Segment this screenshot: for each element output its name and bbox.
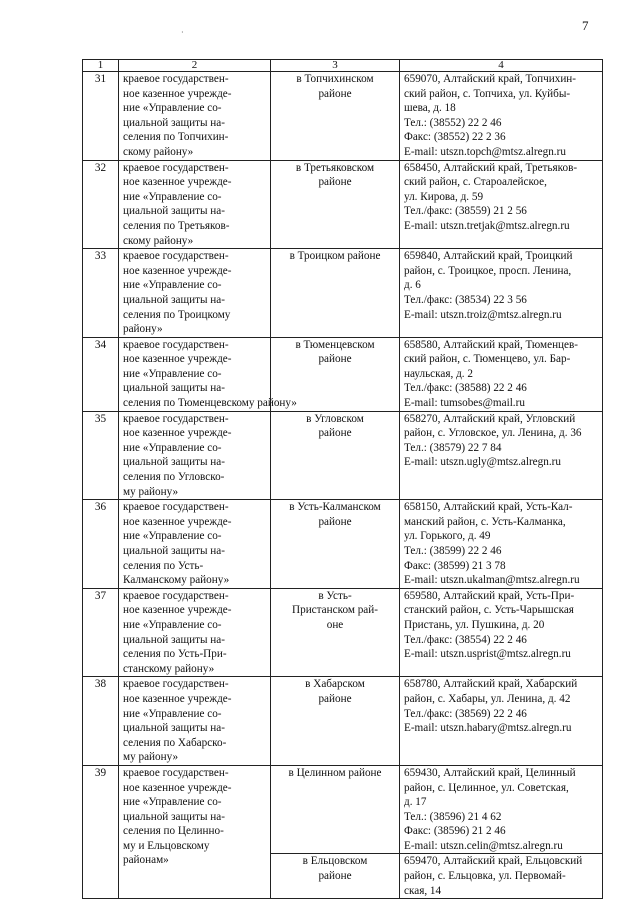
institution-name-line: району»	[123, 323, 163, 336]
district-name-line: в Топчихинском	[296, 73, 374, 85]
row-number: 38	[83, 677, 119, 766]
contact-info-line: ская, 14	[404, 884, 442, 897]
contact-info-line: Тел./факс: (38554) 22 2 46	[404, 633, 527, 646]
institution-name-line: селения по Тюменцевскому району»	[123, 397, 297, 410]
contact-info-line: Тел./факс: (38559) 21 2 56	[404, 205, 527, 218]
institution-name-line: ное казенное учрежде-	[123, 87, 232, 100]
district-name	[271, 588, 400, 677]
institution-name-line: ние «Управление со-	[123, 367, 222, 380]
institution-name-line: ние «Управление со-	[123, 707, 222, 720]
institution-name-line: скому району»	[123, 145, 194, 158]
institution-name-line: ное казенное учрежде-	[123, 264, 232, 277]
institution-name-line: циальной защиты на-	[123, 293, 225, 306]
institution-name-line: краевое государствен-	[123, 250, 229, 263]
contact-info-line: Пристань, ул. Пушкина, д. 20	[404, 618, 545, 631]
contact-info-line: 659070, Алтайский край, Топчихин-	[404, 73, 577, 85]
district-name-line: в Усть-	[318, 589, 352, 602]
table-row	[83, 411, 603, 500]
institution-name-line: селения по Топчихин-	[123, 131, 229, 144]
row-number: 32	[83, 160, 119, 249]
district-name-line: в Целинном районе	[288, 766, 382, 779]
district-name-line: районе	[318, 427, 352, 440]
contact-info	[400, 500, 603, 589]
institution-name-line: селения по Усть-	[123, 559, 204, 572]
contact-info-line: район, с. Целинное, ул. Советская,	[404, 781, 569, 794]
contact-info-line: Тел.: (38579) 22 7 84	[404, 441, 502, 454]
contact-info	[400, 765, 603, 854]
table-row	[83, 677, 603, 766]
district-name-line: районе	[318, 515, 352, 528]
district-name-line: в Угловском	[306, 412, 364, 425]
contact-info-line: наульская, д. 2	[404, 367, 473, 380]
contact-info-line: E-mail: utszn.ukalman@mtsz.alregn.ru	[404, 574, 580, 587]
row-number: 34	[83, 337, 119, 411]
contact-info	[400, 588, 603, 677]
institution-name	[119, 411, 271, 500]
contact-info-line: д. 6	[404, 279, 421, 292]
institution-name-line: циальной защиты на-	[123, 456, 225, 469]
institution-name-line: ние «Управление со-	[123, 190, 222, 203]
table-row	[83, 500, 603, 589]
contact-info-line: д. 17	[404, 796, 427, 809]
row-number: 37	[83, 588, 119, 677]
institution-name-line: му району»	[123, 751, 179, 764]
district-name	[271, 765, 400, 854]
institution-name-line: районам»	[123, 854, 169, 867]
table-row	[83, 588, 603, 677]
contact-info-line: E-mail: utszn.ugly@mtsz.alregn.ru	[404, 456, 561, 469]
institution-name-line: ние «Управление со-	[123, 441, 222, 454]
contact-info-line: 659470, Алтайский край, Ельцовский	[404, 855, 583, 868]
district-name	[271, 677, 400, 766]
contact-info-line: E-mail: utszn.habary@mtsz.alregn.ru	[404, 722, 572, 735]
district-name-line: районе	[318, 870, 352, 883]
column-header: 2	[119, 60, 271, 72]
row-number: 31	[83, 72, 119, 161]
contact-info-line: район, с. Угловское, ул. Ленина, д. 36	[404, 427, 582, 440]
institution-name-line: ное казенное учрежде-	[123, 692, 232, 705]
contact-info-line: 658150, Алтайский край, Усть-Кал-	[404, 501, 573, 514]
institution-name-line: ное казенное учрежде-	[123, 353, 232, 366]
contact-info-line: ский район, с. Тюменцево, ул. Бар-	[404, 353, 571, 366]
institution-name-line: краевое государствен-	[123, 589, 229, 602]
scan-mark: ·	[181, 28, 184, 37]
contact-info-line: E-mail: utszn.topch@mtsz.alregn.ru	[404, 145, 566, 158]
institution-name-line: циальной защиты на-	[123, 116, 225, 129]
contact-info-line: ский район, с. Топчиха, ул. Куйбы-	[404, 87, 571, 100]
district-name	[271, 249, 400, 338]
district-name-line: в Ельцовском	[302, 855, 368, 868]
institution-name-line: селения по Целинно-	[123, 825, 224, 838]
contact-info	[400, 160, 603, 249]
district-name	[271, 411, 400, 500]
contact-info-line: ул. Горького, д. 49	[404, 530, 491, 543]
table-header-row	[83, 60, 603, 72]
district-name-line: в Третьяковском	[295, 161, 375, 174]
table-row	[83, 765, 603, 854]
contact-info-line: 658450, Алтайский край, Третьяков-	[404, 161, 578, 174]
institution-name-line: ное казенное учрежде-	[123, 515, 232, 528]
contact-info	[400, 411, 603, 500]
district-name-line: оне	[326, 618, 344, 631]
column-header: 4	[400, 60, 603, 72]
page-number: 7	[582, 18, 589, 33]
contact-info-line: Тел./факс: (38534) 22 3 56	[404, 293, 527, 306]
institution-name	[119, 337, 297, 411]
contact-info-line: шева, д. 18	[404, 102, 456, 115]
district-name-line: районе	[318, 353, 352, 366]
institution-name-line: краевое государствен-	[123, 73, 229, 85]
institution-name-line: ное казенное учрежде-	[123, 781, 232, 794]
contact-info	[400, 854, 603, 899]
institution-name-line: краевое государствен-	[123, 161, 229, 174]
contact-info-line: район, с. Хабары, ул. Ленина, д. 42	[404, 692, 571, 705]
contact-info-line: Факс: (38596) 21 2 46	[404, 825, 506, 838]
institution-name-line: му району»	[123, 485, 179, 498]
institution-name-line: краевое государствен-	[123, 338, 229, 351]
institution-name-line: краевое государствен-	[123, 766, 229, 779]
institution-name-line: краевое государствен-	[123, 501, 229, 514]
institution-name-line: Калманскому району»	[123, 574, 230, 587]
table-row	[83, 249, 603, 338]
institutions-table	[82, 59, 603, 899]
institution-name	[119, 500, 271, 589]
institution-name-line: скому району»	[123, 234, 194, 247]
district-name	[271, 500, 400, 589]
institution-name-line: циальной защиты на-	[123, 633, 225, 646]
institution-name	[119, 249, 271, 338]
row-number: 36	[83, 500, 119, 589]
contact-info-line: станский район, с. Усть-Чарышская	[404, 604, 574, 617]
institution-name-line: селения по Усть-При-	[123, 648, 227, 661]
institution-name	[119, 72, 271, 161]
district-name-line: в Усть-Калманском	[289, 501, 381, 514]
institution-name-line: циальной защиты на-	[123, 382, 225, 395]
contact-info-line: Факс: (38552) 22 2 36	[404, 131, 506, 144]
contact-info-line: Тел.: (38599) 22 2 46	[404, 545, 502, 557]
row-number: 35	[83, 411, 119, 500]
district-name-line: районе	[318, 87, 352, 100]
contact-info-line: 659430, Алтайский край, Целинный	[404, 766, 576, 779]
table-row	[83, 72, 603, 161]
contact-info-line: Тел./факс: (38569) 22 2 46	[404, 707, 527, 720]
district-name	[271, 72, 400, 161]
contact-info	[400, 72, 603, 161]
contact-info-line: район, с. Ельцовка, ул. Первомай-	[404, 870, 566, 883]
institution-name-line: ное казенное учрежде-	[123, 427, 232, 440]
contact-info	[400, 677, 603, 766]
column-header: 3	[271, 60, 400, 72]
district-name-line: районе	[318, 692, 352, 705]
institution-name-line: ное казенное учрежде-	[123, 176, 232, 189]
institution-name-line: ние «Управление со-	[123, 796, 222, 809]
contact-info-line: E-mail: tumsobes@mail.ru	[404, 397, 525, 410]
institution-name	[119, 765, 271, 898]
district-name-line: Пристанском рай-	[292, 604, 378, 617]
contact-info-line: 659580, Алтайский край, Усть-При-	[404, 589, 575, 602]
contact-info-line: Тел./факс: (38588) 22 2 46	[404, 382, 527, 395]
contact-info-line: 658780, Алтайский край, Хабарский	[404, 678, 578, 691]
institution-name-line: селения по Троицкому	[123, 308, 231, 321]
contact-info-line: 659840, Алтайский край, Троицкий	[404, 250, 573, 263]
institution-name-line: краевое государствен-	[123, 412, 229, 425]
row-number: 33	[83, 249, 119, 338]
district-name-line: в Тюменцевском	[295, 338, 375, 351]
column-header: 1	[83, 60, 119, 72]
district-name	[271, 854, 400, 899]
contact-info-line: район, с. Троицкое, просп. Ленина,	[404, 264, 572, 277]
contact-info-line: манский район, с. Усть-Калманка,	[404, 515, 566, 528]
contact-info-line: E-mail: utszn.usprist@mtsz.alregn.ru	[404, 648, 571, 661]
district-name-line: районе	[318, 176, 352, 189]
institution-name-line: циальной защиты на-	[123, 205, 225, 218]
institution-name-line: му и Ельцовскому	[123, 839, 210, 852]
institution-name-line: ние «Управление со-	[123, 530, 222, 543]
contact-info-line: ул. Кирова, д. 59	[404, 190, 484, 203]
institution-name	[119, 160, 271, 249]
contact-info-line: 658580, Алтайский край, Тюменцев-	[404, 338, 579, 351]
institution-name-line: станскому району»	[123, 662, 215, 675]
institution-name-line: селения по Угловско-	[123, 471, 225, 484]
contact-info	[400, 337, 603, 411]
table-row	[83, 160, 603, 249]
contact-info-line: Факс: (38599) 21 3 78	[404, 559, 506, 572]
institution-name-line: ное казенное учрежде-	[123, 604, 232, 617]
institution-name	[119, 588, 271, 677]
contact-info-line: Тел.: (38552) 22 2 46	[404, 116, 502, 129]
contact-info-line: E-mail: utszn.troiz@mtsz.alregn.ru	[404, 308, 562, 321]
institution-name-line: селения по Хабарско-	[123, 736, 227, 749]
contact-info	[400, 249, 603, 338]
row-number: 39	[83, 765, 119, 898]
institution-name-line: селения по Третьяков-	[123, 219, 230, 232]
institution-name-line: ние «Управление со-	[123, 279, 222, 292]
institution-name-line: ние «Управление со-	[123, 618, 222, 631]
contact-info-line: Тел.: (38596) 21 4 62	[404, 810, 502, 823]
table-row	[83, 337, 603, 411]
institution-name-line: краевое государствен-	[123, 678, 229, 691]
contact-info-line: E-mail: utszn.tretjak@mtsz.alregn.ru	[404, 219, 570, 232]
institution-name-line: циальной защиты на-	[123, 545, 225, 557]
district-name-line: в Хабарском	[305, 678, 365, 691]
institution-name	[119, 677, 271, 766]
institution-name-line: циальной защиты на-	[123, 722, 225, 735]
institution-name-line: циальной защиты на-	[123, 810, 225, 823]
institution-name-line: ние «Управление со-	[123, 102, 222, 115]
district-name-line: в Троицком районе	[289, 250, 381, 263]
contact-info-line: 658270, Алтайский край, Угловский	[404, 412, 576, 425]
contact-info-line: ский район, с. Староалейское,	[404, 176, 547, 189]
contact-info-line: E-mail: utszn.celin@mtsz.alregn.ru	[404, 839, 563, 852]
district-name	[271, 160, 400, 249]
